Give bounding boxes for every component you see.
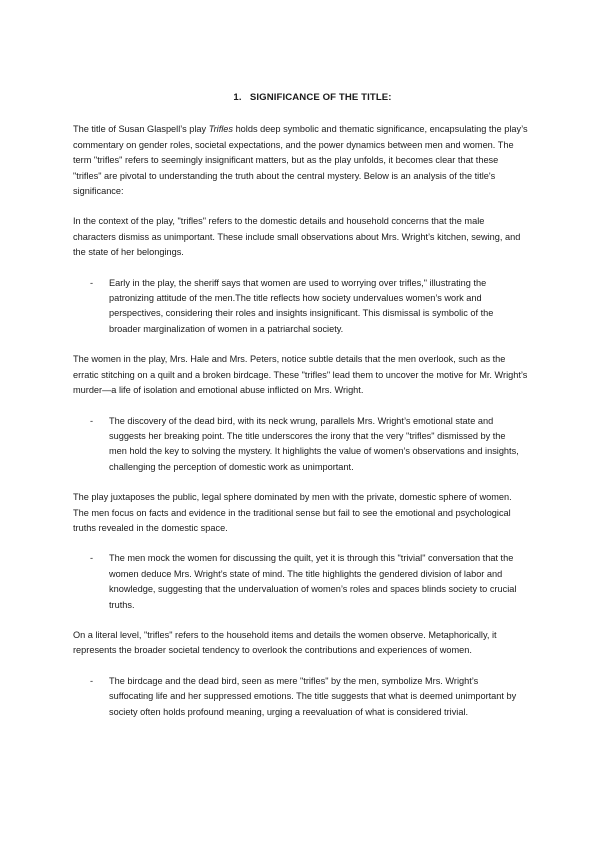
body-paragraph: The play juxtaposes the public, legal sphere dominated by men with the private, domestic sphere of women. The men focus on facts and evidence in the traditional sense but fail to see the emotional and psychological truths revealed in the domestic space. xyxy=(73,492,512,533)
bullet-dash: - xyxy=(90,553,94,564)
bullet-dash: - xyxy=(90,675,94,686)
play-title-italic: Trifles xyxy=(208,124,234,135)
bullet-item xyxy=(73,276,528,338)
bullet-item xyxy=(73,674,528,720)
bullet-text: The men mock the women for discussing the quilt, yet it is through this "trivial" conversation that the women deduce Mrs. Wright’s state of mind. The title highlights the gendered division of labor and knowledge, suggesting that the undervaluation of women’s roles and spaces blinds society to crucial truths. xyxy=(109,553,517,610)
bullet-item xyxy=(73,414,528,476)
body-paragraph: The women in the play, Mrs. Hale and Mrs. Peters, notice subtle details that the men overlook, such as the erratic stitching on a quilt and a broken birdcage. These "trifles" lead them to uncover the motive for Mr. Wright’s murder—a life of isolation and emotional abuse inflicted on Mrs. Wright. xyxy=(73,354,528,396)
bullet-text: The birdcage and the dead bird, seen as mere "trifles" by the men, symbolize Mrs. Wright’s suffocating life and her suppressed emotions. The title suggests that what is deemed unimportant by society often holds profound meaning, urging a reevaluation of what is considered trivial. xyxy=(109,675,517,717)
heading-title: SIGNIFICANCE OF THE TITLE: xyxy=(249,92,392,103)
bullet-text: The discovery of the dead bird, with its neck wrung, parallels Mrs. Wright’s emotional state and suggests her breaking point. The title underscores the irony that the very "trifles" dismissed by the men hold the key to solving the mystery. It highlights the value of women’s observations and insights, challenging the perception of domestic work as unimportant. xyxy=(109,415,519,472)
bullet-item xyxy=(73,551,528,613)
body-paragraph: On a literal level, "trifles" refers to the household items and details the women observe. Metaphorically, it represents the broader societal tendency to overlook the contributions and experiences of women. xyxy=(73,629,497,656)
intro-text-before: The title of Susan Glaspell’s play xyxy=(73,124,209,135)
body-paragraph: In the context of the play, "trifles" refers to the domestic details and household concerns that the male characters dismiss as unimportant. These include small observations about Mrs. Wright’s kitchen, sewing, and the state of her belongings. xyxy=(73,216,521,258)
heading-number: 1. xyxy=(233,92,242,103)
intro-text-after: holds deep symbolic and thematic significance, encapsulating the play’s commentary on gender roles, societal expectations, and the power dynamics between men and women. The term "trifles" refers to seemingly insignificant matters, but as the play unfolds, it becomes clear that these "trifles" are pivotal to understanding the truth about the central mystery. Below is an analysis of the title's significance: xyxy=(73,124,528,197)
bullet-text: Early in the play, the sheriff says that women are used to worrying over trifles," illustrating the patronizing attitude of the men.The title reflects how society undervalues women’s work and perspectives, considering their roles and insights insignificant. This dismissal is symbolic of the broader marginalization of women in a patriarchal society. xyxy=(109,277,494,334)
bullet-dash: - xyxy=(90,277,94,288)
intro-paragraph xyxy=(73,122,528,199)
section-heading xyxy=(97,90,528,105)
bullet-dash: - xyxy=(90,415,94,426)
